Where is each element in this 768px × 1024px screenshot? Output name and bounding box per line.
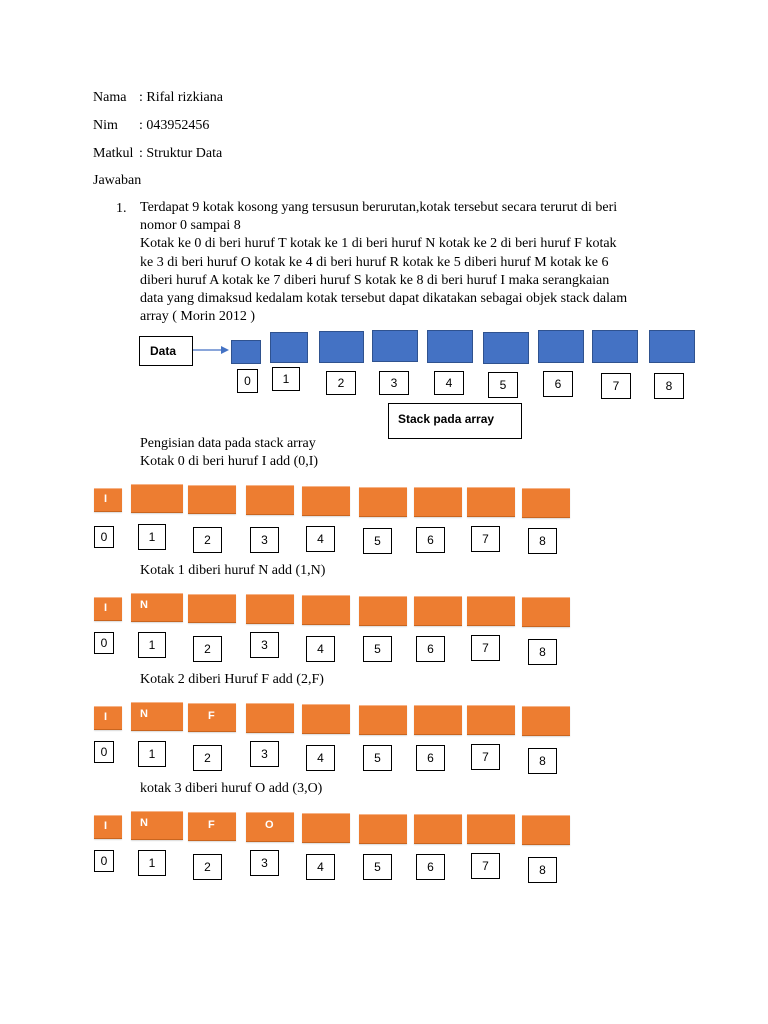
stack-slot [414,596,462,626]
index-box: 1 [138,632,166,658]
index-box: 7 [471,853,500,879]
jawaban-heading: Jawaban [93,173,142,188]
stack-slot [483,332,529,364]
paragraph-line: data yang dimaksud kedalam kotak tersebut dapat dikatakan sebagai objek stack dalam [140,291,628,307]
stack-slot [359,814,407,844]
step-caption: Kotak 2 diberi Huruf F add (2,F) [140,672,324,687]
paragraph-line: array ( Morin 2012 ) [140,309,256,325]
index-box: 8 [528,857,557,883]
stack-slot [649,330,695,363]
stack-slot [359,705,407,735]
index-box: 6 [416,527,445,553]
slot-letter: N [140,708,148,720]
paragraph-line: Kotak ke 0 di beri huruf T kotak ke 1 di beri huruf N kotak ke 2 di beri huruf F kotak [140,236,617,252]
index-box: 2 [193,527,222,553]
index-box: 0 [237,369,258,393]
index-box: 1 [272,367,300,391]
index-box: 4 [306,854,335,880]
index-box: 0 [94,850,114,872]
filling-title: Pengisian data pada stack array [140,436,316,451]
index-box: 5 [363,636,392,662]
paragraph-line: diberi huruf A kotak ke 7 diberi huruf S kotak ke 8 di beri huruf I maka serangkaian [140,272,610,288]
slot-letter: I [104,820,108,832]
stack-slot [522,597,570,627]
index-box: 3 [250,632,279,658]
index-box: 8 [528,528,557,554]
step-caption: Kotak 0 di beri huruf I add (0,I) [140,454,319,469]
slot-letter: N [140,817,148,829]
step-caption: kotak 3 diberi huruf O add (3,O) [140,781,323,796]
index-box: 0 [94,741,114,763]
index-box: 2 [193,745,222,771]
stack-slot [522,815,570,845]
index-box: 0 [94,526,114,548]
index-box: 2 [326,371,356,395]
index-box: 6 [543,371,573,397]
slot-letter: I [104,711,108,723]
question-paragraph [140,199,680,326]
slot-letter: I [104,493,108,505]
stack-slot [131,593,183,622]
nim-value: : 043952456 [139,118,210,133]
slot-letter: I [104,602,108,614]
stack-slot [538,330,584,363]
slot-letter: F [208,819,215,831]
index-box: 6 [416,745,445,771]
index-box: 5 [363,745,392,771]
index-box: 1 [138,741,166,767]
stack-slot [131,484,183,513]
stack-slot [302,704,350,734]
stack-slot [246,812,294,842]
index-box: 4 [434,371,464,395]
stack-slot [319,331,364,363]
index-box: 2 [193,636,222,662]
stack-slot [94,706,122,730]
stack-slot [246,703,294,733]
index-box: 7 [471,744,500,770]
paragraph-line: Terdapat 9 kotak kosong yang tersusun berurutan,kotak tersebut secara terurut di beri [140,200,618,215]
data-label-box: Data [139,336,193,366]
stack-slot [131,811,183,840]
index-box: 7 [471,635,500,661]
stack-slot [522,706,570,736]
stack-slot [467,487,515,517]
index-box: 5 [488,372,518,398]
index-box: 7 [601,373,631,399]
stack-slot [270,332,308,363]
index-box: 0 [94,632,114,654]
stack-slot [302,486,350,516]
index-box: 8 [528,639,557,665]
stack-slot [414,705,462,735]
slot-letter: N [140,599,148,611]
stack-slot [467,596,515,626]
index-box: 5 [363,854,392,880]
paragraph-line: ke 3 di beri huruf O kotak ke 4 di beri huruf R kotak ke 5 diberi huruf M kotak ke 6 [140,254,609,270]
index-box: 7 [471,526,500,552]
stack-slot [94,597,122,621]
stack-slot [188,485,236,514]
index-box: 4 [306,526,335,552]
nama-label: Nama [93,90,127,105]
slot-letter: O [265,819,274,831]
stack-slot [414,814,462,844]
matkul-value: : Struktur Data [139,146,223,161]
index-box: 8 [528,748,557,774]
arrow-right-icon [193,344,233,356]
index-box: 8 [654,373,684,399]
stack-slot [231,340,261,364]
index-box: 3 [250,527,279,553]
nama-value: : Rifal rizkiana [139,90,223,105]
stack-slot [302,595,350,625]
slot-letter: F [208,710,215,722]
stack-slot [188,594,236,623]
stack-slot [94,815,122,839]
stack-slot [467,814,515,844]
stack-slot [522,488,570,518]
stack-slot [427,330,473,363]
index-box: 3 [379,371,409,395]
step-caption: Kotak 1 diberi huruf N add (1,N) [140,563,326,578]
stack-slot [359,596,407,626]
index-box: 6 [416,636,445,662]
matkul-label: Matkul [93,146,134,161]
index-box: 2 [193,854,222,880]
stack-slot [131,702,183,731]
stack-slot [188,812,236,841]
index-box: 6 [416,854,445,880]
index-box: 3 [250,741,279,767]
stack-slot [246,594,294,624]
nim-label: Nim [93,118,118,133]
stack-slot [592,330,638,363]
index-box: 1 [138,850,166,876]
stack-array-label: Stack pada array [388,403,522,439]
index-box: 3 [250,850,279,876]
stack-slot [302,813,350,843]
index-box: 4 [306,745,335,771]
stack-slot [188,703,236,732]
stack-slot [414,487,462,517]
index-box: 4 [306,636,335,662]
index-box: 1 [138,524,166,550]
stack-slot [372,330,418,362]
index-box: 5 [363,528,392,554]
item-number: 1. [116,201,127,216]
stack-slot [359,487,407,517]
stack-slot [246,485,294,515]
paragraph-line: nomor 0 sampai 8 [140,218,241,234]
stack-slot [467,705,515,735]
stack-slot [94,488,122,512]
